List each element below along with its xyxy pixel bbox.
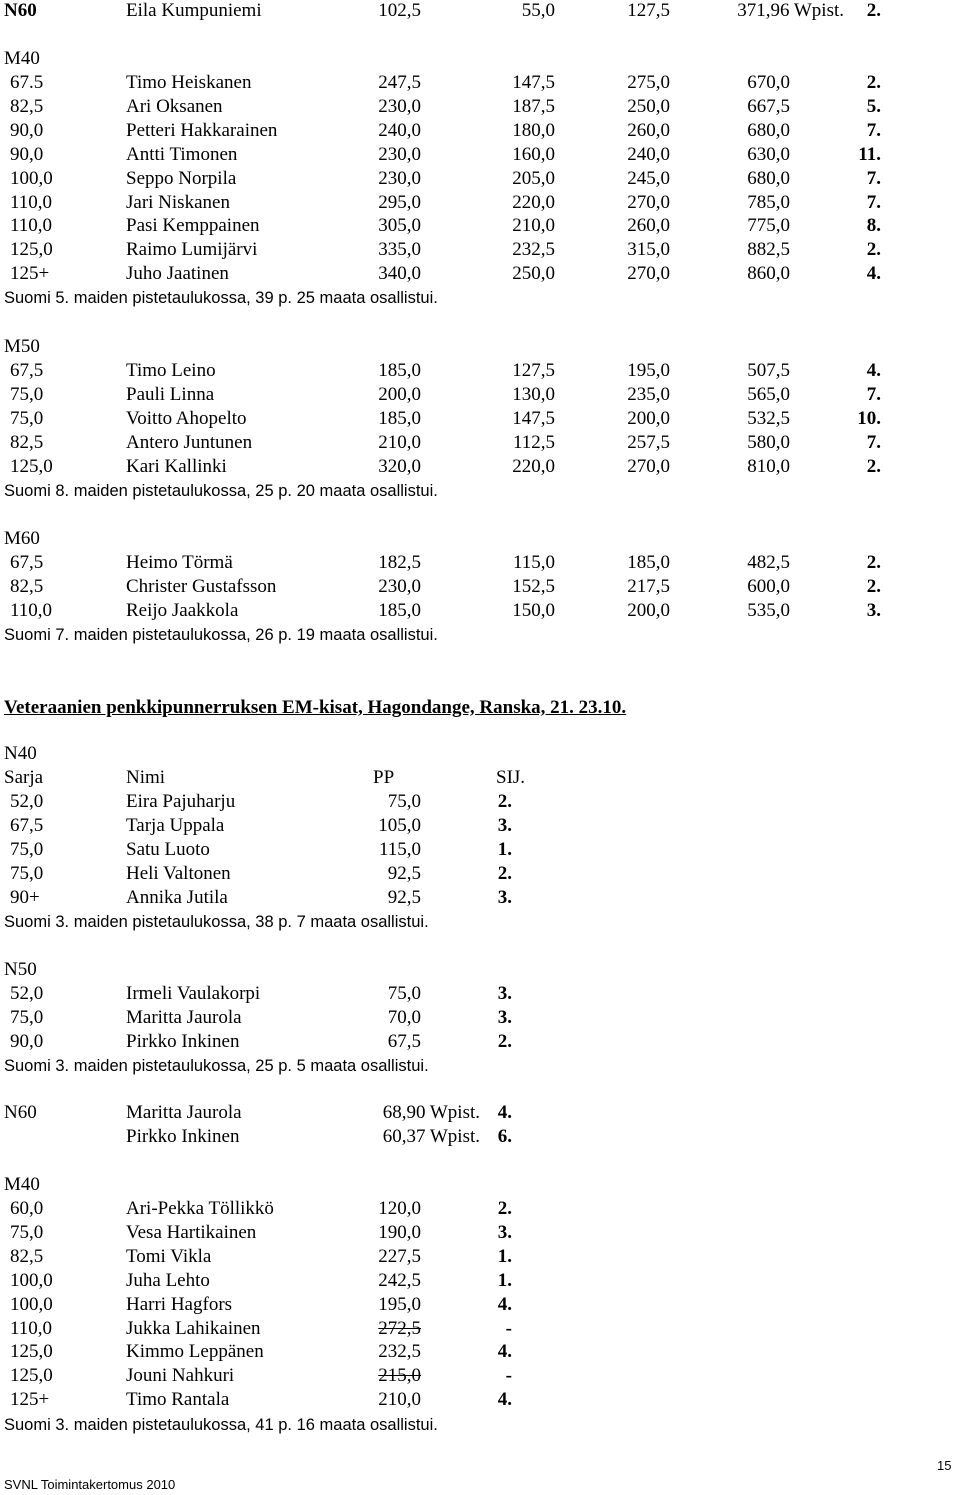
deadlift-result-cell: 195,0 [627, 360, 670, 381]
deadlift-result-cell: 315,0 [627, 239, 670, 261]
bench-result-cell: 92,5 [387, 862, 421, 884]
category-heading: M40 [4, 1174, 40, 1195]
placement-cell: 8. [866, 215, 881, 237]
athlete-name-cell: Ari-Pekka Töllikkö [126, 1198, 274, 1219]
deadlift-result-cell: 270,0 [627, 263, 670, 285]
footer-publication: SVNL Toimintakertomus 2010 [4, 1477, 176, 1492]
total-result-cell: 600,0 [747, 575, 790, 597]
athlete-name-cell: Tomi Vikla [126, 1245, 212, 1267]
placement-cell: 2. [866, 72, 881, 93]
placement-cell: 2. [497, 1030, 512, 1052]
athlete-name-cell: Antti Timonen [126, 143, 238, 165]
squat-result-cell: 182,5 [378, 552, 421, 573]
weight-class-cell: 75,0 [10, 1221, 44, 1243]
deadlift-result-cell: 270,0 [627, 455, 670, 477]
placement-cell: 10. [857, 407, 881, 429]
total-result-cell: 580,0 [747, 431, 790, 453]
bench-result-cell: 272,5 [378, 1317, 421, 1339]
placement-cell: 1. [497, 838, 512, 860]
bench-result-cell: 210,0 [512, 215, 555, 237]
deadlift-result-cell: 260,0 [627, 215, 670, 237]
athlete-name-cell: Timo Leino [126, 360, 216, 381]
athlete-name-cell: Ari Oksanen [126, 95, 223, 117]
bench-result-cell: 130,0 [512, 383, 555, 405]
athlete-name-cell: Maritta Jaurola [126, 1006, 242, 1028]
deadlift-result-cell: 257,5 [627, 431, 670, 453]
weight-class-cell: 125,0 [10, 455, 53, 477]
placement-cell: 3. [497, 1006, 512, 1028]
placement-cell: 3. [497, 1221, 512, 1243]
athlete-name-cell: Juha Lehto [126, 1269, 210, 1291]
deadlift-result-cell: 200,0 [627, 599, 670, 621]
total-result-cell: 482,5 [747, 552, 790, 573]
weight-class-cell: 52,0 [10, 983, 44, 1004]
squat-result-cell: 230,0 [378, 575, 421, 597]
athlete-name-cell: Harri Hagfors [126, 1293, 233, 1315]
athlete-name-cell: Seppo Norpila [126, 167, 237, 189]
athlete-name-cell: Eira Pajuharju [126, 791, 236, 812]
total-result-cell: 680,0 [747, 167, 790, 189]
athlete-name-cell: Eila Kumpuniemi [126, 0, 262, 21]
bench-result-cell: 250,0 [512, 263, 555, 285]
column-header-class: Sarja [4, 767, 44, 788]
squat-result-cell: 102,5 [378, 0, 421, 21]
weight-class-cell: 75,0 [10, 1006, 44, 1028]
placement-cell: 7. [866, 431, 881, 453]
squat-result-cell: 185,0 [378, 360, 421, 381]
placement-cell: 5. [866, 95, 881, 117]
placement-cell: 2. [497, 862, 512, 884]
category-heading: N40 [4, 743, 37, 764]
weight-class-cell: 110,0 [10, 1317, 53, 1339]
squat-result-cell: 230,0 [378, 95, 421, 117]
weight-class-cell: 110,0 [10, 191, 53, 213]
column-header-placement: SIJ. [496, 767, 526, 788]
placement-cell: 2. [866, 239, 881, 261]
athlete-name-cell: Satu Luoto [126, 838, 210, 860]
athlete-name-cell: Reijo Jaakkola [126, 599, 239, 621]
bench-result-cell: 67,5 [387, 1030, 421, 1052]
weight-class-cell: 100,0 [10, 167, 53, 189]
athlete-name-cell: Jari Niskanen [126, 191, 230, 213]
total-result-cell: 860,0 [747, 263, 790, 285]
squat-result-cell: 230,0 [378, 143, 421, 165]
placement-cell: 2. [497, 791, 512, 812]
placement-cell: 11. [858, 143, 881, 165]
athlete-name-cell: Jouni Nahkuri [126, 1365, 235, 1387]
athlete-name-cell: Christer Gustafsson [126, 575, 277, 597]
placement-cell: 3. [497, 983, 512, 1004]
total-result-cell: 670,0 [747, 72, 790, 93]
weight-class-cell: 100,0 [10, 1293, 53, 1315]
section-heading: Veteraanien penkkipunnerruksen EM-kisat, Hagondange, Ranska, 21. 23.10. [4, 697, 627, 718]
placement-cell: 2. [866, 575, 881, 597]
weight-class-cell: 82,5 [10, 1245, 44, 1267]
weight-class-cell: 125,0 [10, 1365, 53, 1387]
weight-class-cell: 67.5 [10, 72, 44, 93]
weight-class-cell: 90,0 [10, 143, 44, 165]
bench-result-cell: 160,0 [512, 143, 555, 165]
athlete-name-cell: Kari Kallinki [126, 455, 227, 477]
bench-result-cell: 115,0 [378, 838, 421, 860]
athlete-name-cell: Pirkko Inkinen [126, 1030, 240, 1052]
total-result-cell: 630,0 [747, 143, 790, 165]
squat-result-cell: 305,0 [378, 215, 421, 237]
weight-class-cell: 90+ [10, 886, 40, 908]
bench-result-cell: 105,0 [378, 814, 421, 836]
country-summary: Suomi 3. maiden pistetaulukossa, 41 p. 16 maata osallistui. [4, 1416, 438, 1434]
athlete-name-cell: Annika Jutila [126, 886, 228, 908]
weight-class-cell: 82,5 [10, 575, 44, 597]
bench-result-cell: 215,0 [378, 1365, 421, 1387]
bench-result-cell: 147,5 [512, 407, 555, 429]
placement-cell: 7. [866, 119, 881, 141]
page-number: 15 [937, 1458, 952, 1473]
bench-result-cell: 112,5 [512, 431, 555, 453]
deadlift-result-cell: 217,5 [627, 575, 670, 597]
placement-cell: 1. [497, 1269, 512, 1291]
athlete-name-cell: Timo Heiskanen [126, 72, 252, 93]
placement-cell: 4. [497, 1341, 512, 1363]
squat-result-cell: 247,5 [378, 72, 421, 93]
weight-class-cell: 75,0 [10, 838, 44, 860]
placement-cell: - [505, 1365, 512, 1387]
bench-result-cell: 210,0 [378, 1389, 421, 1411]
category-heading: M40 [4, 48, 40, 69]
squat-result-cell: 340,0 [378, 263, 421, 285]
weight-class-cell: 75,0 [10, 862, 44, 884]
placement-cell: 3. [497, 814, 512, 836]
weight-class-cell: 67,5 [10, 360, 44, 381]
bench-result-cell: 120,0 [378, 1198, 421, 1219]
athlete-name-cell: Juho Jaatinen [126, 263, 229, 285]
athlete-name-cell: Petteri Hakkarainen [126, 119, 278, 141]
deadlift-result-cell: 270,0 [627, 191, 670, 213]
category-heading: M60 [4, 528, 40, 549]
bench-result-cell: 227,5 [378, 1245, 421, 1267]
bench-result-cell: 127,5 [512, 360, 555, 381]
weight-class-cell: 75,0 [10, 383, 44, 405]
total-result-cell: 371,96 Wpist. [737, 0, 844, 21]
weight-class-cell: 125,0 [10, 239, 53, 261]
country-summary: Suomi 8. maiden pistetaulukossa, 25 p. 20 maata osallistui. [4, 482, 438, 500]
athlete-name-cell: Raimo Lumijärvi [126, 239, 258, 261]
bench-result-cell: 152,5 [512, 575, 555, 597]
athlete-name-cell: Heimo Törmä [126, 552, 233, 573]
bench-result-cell: 115,0 [512, 552, 555, 573]
weight-class-cell: 90,0 [10, 119, 44, 141]
total-result-cell: 810,0 [747, 455, 790, 477]
squat-result-cell: 240,0 [378, 119, 421, 141]
weight-class-cell: 82,5 [10, 95, 44, 117]
total-result-cell: 507,5 [747, 360, 790, 381]
athlete-name-cell: Heli Valtonen [126, 862, 231, 884]
placement-cell: - [505, 1317, 512, 1339]
country-summary: Suomi 7. maiden pistetaulukossa, 26 p. 19 maata osallistui. [4, 626, 438, 644]
bench-result-cell: 180,0 [512, 119, 555, 141]
bench-result-cell: 242,5 [378, 1269, 421, 1291]
weight-class-cell: 125+ [10, 263, 50, 285]
total-result-cell: 667,5 [747, 95, 790, 117]
total-result-cell: 532,5 [747, 407, 790, 429]
weight-class-cell: 52,0 [10, 791, 44, 812]
bench-result-cell: 55,0 [521, 0, 555, 21]
athlete-name-cell: Vesa Hartikainen [126, 1221, 257, 1243]
placement-cell: 4. [866, 263, 881, 285]
deadlift-result-cell: 250,0 [627, 95, 670, 117]
placement-cell: 3. [497, 886, 512, 908]
total-result-cell: 775,0 [747, 215, 790, 237]
bench-result-cell: 190,0 [378, 1221, 421, 1243]
category-heading: N50 [4, 959, 37, 980]
total-result-cell: 785,0 [747, 191, 790, 213]
squat-result-cell: 185,0 [378, 407, 421, 429]
athlete-name-cell: Pirkko Inkinen [126, 1125, 240, 1147]
deadlift-result-cell: 185,0 [627, 552, 670, 573]
deadlift-result-cell: 245,0 [627, 167, 670, 189]
weight-class-cell: 67,5 [10, 814, 44, 836]
country-summary: Suomi 5. maiden pistetaulukossa, 39 p. 25 maata osallistui. [4, 289, 438, 307]
bench-result-cell: 75,0 [387, 983, 421, 1004]
placement-cell: 7. [866, 383, 881, 405]
bench-result-cell: 150,0 [512, 599, 555, 621]
placement-cell: 7. [866, 167, 881, 189]
athlete-name-cell: Tarja Uppala [126, 814, 225, 836]
category-label: N60 [4, 0, 37, 21]
weight-class-cell: 100,0 [10, 1269, 53, 1291]
athlete-name-cell: Irmeli Vaulakorpi [126, 983, 261, 1004]
deadlift-result-cell: 275,0 [627, 72, 670, 93]
athlete-name-cell: Kimmo Leppänen [126, 1341, 264, 1363]
deadlift-result-cell: 260,0 [627, 119, 670, 141]
weight-class-cell: 82,5 [10, 431, 44, 453]
deadlift-result-cell: 235,0 [627, 383, 670, 405]
bench-result-cell: 220,0 [512, 191, 555, 213]
squat-result-cell: 295,0 [378, 191, 421, 213]
squat-result-cell: 335,0 [378, 239, 421, 261]
bench-result-cell: 75,0 [387, 791, 421, 812]
placement-cell: 4. [497, 1102, 512, 1123]
category-heading: N60 [4, 1102, 37, 1123]
squat-result-cell: 230,0 [378, 167, 421, 189]
athlete-name-cell: Antero Juntunen [126, 431, 253, 453]
total-result-cell: 680,0 [747, 119, 790, 141]
placement-cell: 4. [497, 1389, 512, 1411]
placement-cell: 4. [866, 360, 881, 381]
athlete-name-cell: Pauli Linna [126, 383, 215, 405]
bench-result-cell: 232,5 [378, 1341, 421, 1363]
weight-class-cell: 67,5 [10, 552, 44, 573]
bench-result-cell: 187,5 [512, 95, 555, 117]
squat-result-cell: 210,0 [378, 431, 421, 453]
bench-result-cell: 232,5 [512, 239, 555, 261]
placement-cell: 2. [866, 455, 881, 477]
weight-class-cell: 125,0 [10, 1341, 53, 1363]
placement-cell: 2. [497, 1198, 512, 1219]
deadlift-result-cell: 240,0 [627, 143, 670, 165]
deadlift-result-cell: 127,5 [627, 0, 670, 21]
column-header-name: Nimi [126, 767, 166, 788]
placement-cell: 2. [866, 0, 881, 21]
athlete-name-cell: Pasi Kemppainen [126, 215, 260, 237]
placement-cell: 3. [866, 599, 881, 621]
bench-result-cell: 220,0 [512, 455, 555, 477]
placement-cell: 7. [866, 191, 881, 213]
weight-class-cell: 90,0 [10, 1030, 44, 1052]
squat-result-cell: 185,0 [378, 599, 421, 621]
squat-result-cell: 200,0 [378, 383, 421, 405]
total-result-cell: 565,0 [747, 383, 790, 405]
athlete-name-cell: Voitto Ahopelto [126, 407, 247, 429]
column-header-result: PP [373, 767, 395, 788]
bench-result-cell: 205,0 [512, 167, 555, 189]
weight-class-cell: 60,0 [10, 1198, 44, 1219]
country-summary: Suomi 3. maiden pistetaulukossa, 25 p. 5 maata osallistui. [4, 1057, 429, 1075]
country-summary: Suomi 3. maiden pistetaulukossa, 38 p. 7 maata osallistui. [4, 913, 429, 931]
bench-result-cell: 92,5 [387, 886, 421, 908]
bench-result-cell: 68,90 Wpist. [382, 1102, 480, 1123]
placement-cell: 1. [497, 1245, 512, 1267]
total-result-cell: 882,5 [747, 239, 790, 261]
bench-result-cell: 147,5 [512, 72, 555, 93]
weight-class-cell: 110,0 [10, 599, 53, 621]
placement-cell: 4. [497, 1293, 512, 1315]
placement-cell: 2. [866, 552, 881, 573]
total-result-cell: 535,0 [747, 599, 790, 621]
bench-result-cell: 60,37 Wpist. [382, 1125, 480, 1147]
placement-cell: 6. [497, 1125, 512, 1147]
squat-result-cell: 320,0 [378, 455, 421, 477]
category-heading: M50 [4, 336, 40, 357]
athlete-name-cell: Timo Rantala [126, 1389, 230, 1411]
deadlift-result-cell: 200,0 [627, 407, 670, 429]
athlete-name-cell: Maritta Jaurola [126, 1102, 242, 1123]
weight-class-cell: 110,0 [10, 215, 53, 237]
athlete-name-cell: Jukka Lahikainen [126, 1317, 261, 1339]
weight-class-cell: 125+ [10, 1389, 50, 1411]
weight-class-cell: 75,0 [10, 407, 44, 429]
bench-result-cell: 195,0 [378, 1293, 421, 1315]
bench-result-cell: 70,0 [387, 1006, 421, 1028]
